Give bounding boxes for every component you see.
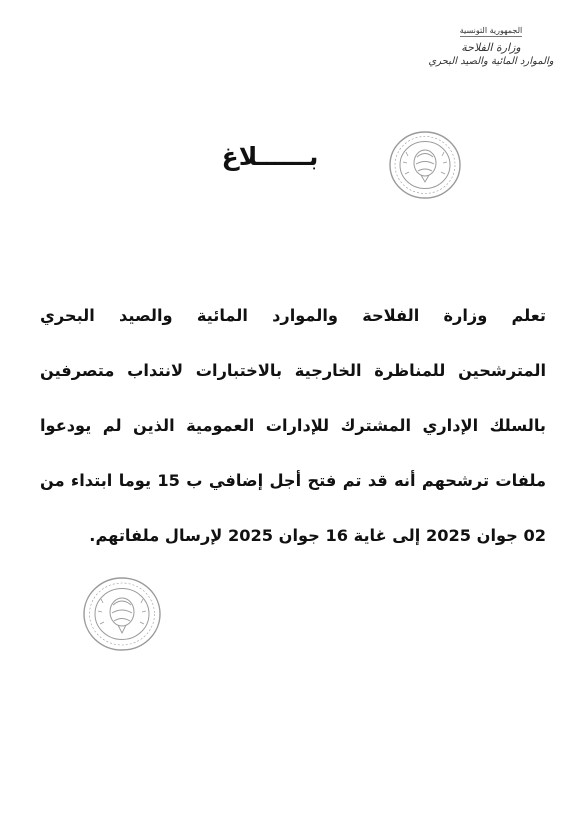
letterhead (421, 18, 561, 68)
letterhead-ministry-sub: والموارد المائية والصيد البحري (428, 56, 554, 67)
notice-line-2: المترشحين للمناظرة الخارجية بالاختبارات لانتداب متصرفين (40, 361, 546, 380)
notice-line-4: ملفات ترشحهم أنه قد تم فتح أجل إضافي ب 15 يوما ابتداء من (40, 471, 546, 490)
notice-title: بــــــلاغ (221, 142, 319, 171)
official-seal-icon (388, 130, 462, 200)
notice-line-3: بالسلك الإداري المشترك للإدارات العمومية الذين لم يودعوا (40, 416, 546, 435)
notice-line-5: 02 جوان 2025 إلى غاية 16 جوان 2025 لإرسال ملفاتهم. (89, 526, 546, 545)
notice-body (40, 296, 546, 571)
official-seal-icon (82, 576, 162, 652)
letterhead-ministry: وزارة الفلاحة (461, 41, 521, 54)
notice-line-1: تعلم وزارة الفلاحة والموارد المائية والصيد البحري (40, 306, 546, 325)
letterhead-republic: الجمهورية التونسية (459, 26, 523, 35)
